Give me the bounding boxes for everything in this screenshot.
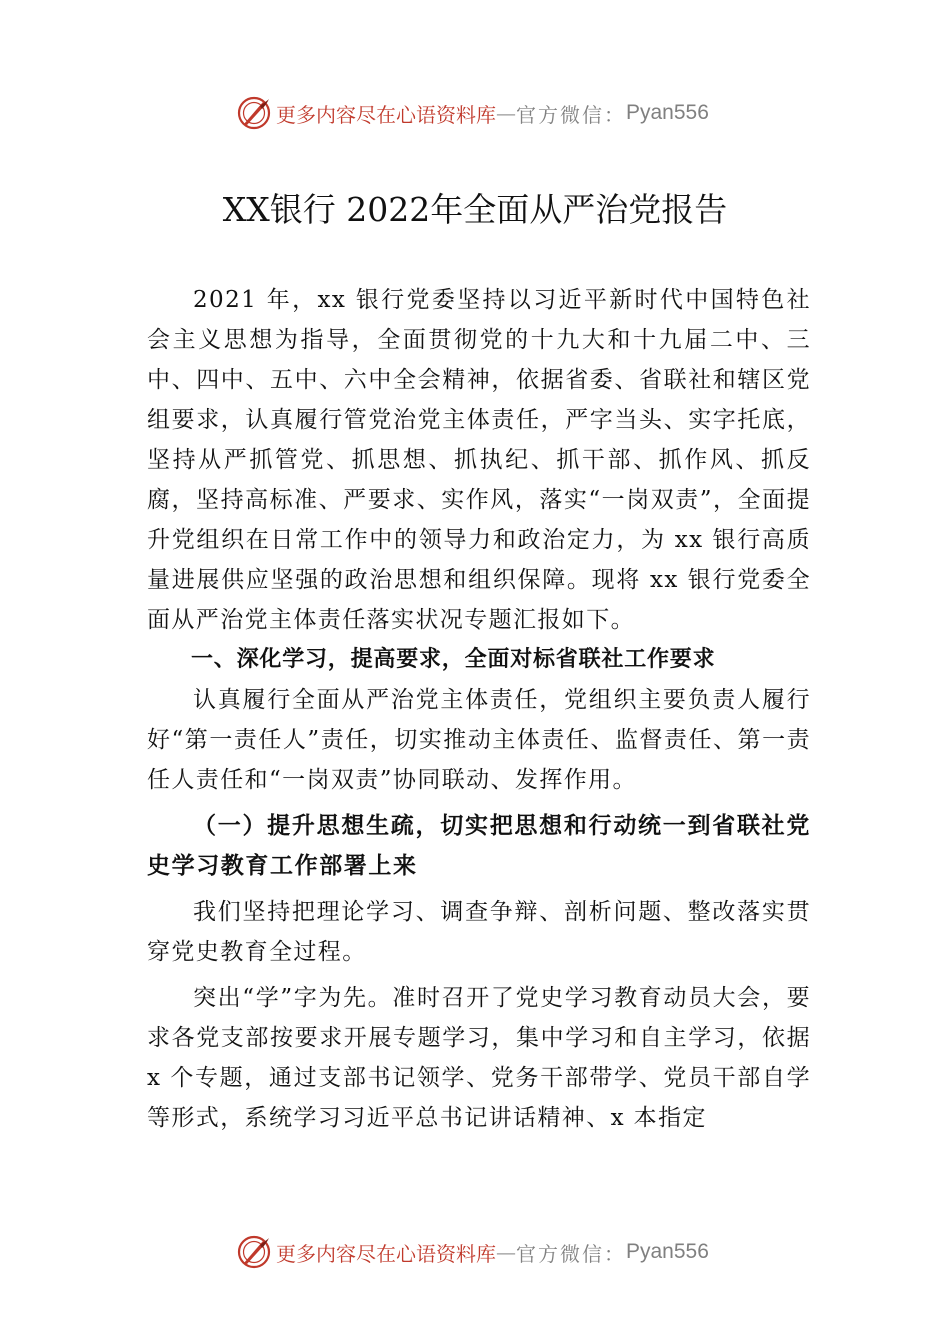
watermark-label: 官方微信： — [516, 1241, 626, 1266]
watermark-brand: 更多内容尽在心语资料库 — [276, 102, 496, 127]
watermark-wechat-id: Pyan556 — [626, 101, 709, 124]
quill-seal-icon — [236, 95, 272, 131]
watermark-label: 官方微信： — [516, 102, 626, 127]
footer-watermark — [236, 1232, 736, 1272]
section-heading-1: 一、深化学习，提高要求，全面对标省联社工作要求 — [191, 647, 716, 672]
document-title: XX银行 2022年全面从严治党报告 — [222, 190, 728, 229]
quill-seal-icon — [236, 1234, 272, 1270]
subsection-1-paragraph-2: 突出“学”字为先。准时召开了党史学习教育动员大会，要求各党支部按要求开展专题学习，集中学习和自主学习，依据 x 个专题，通过支部书记领学、党务干部带学、党员干部自学等形式，系统学习习近平总书记讲话精神、x 本指定 — [147, 985, 811, 1131]
watermark-brand: 更多内容尽在心语资料库 — [276, 1241, 496, 1266]
watermark-separator: — — [496, 101, 516, 125]
subsection-1-paragraph-1: 我们坚持把理论学习、调查争辩、剖析问题、整改落实贯穿党史教育全过程。 — [147, 899, 811, 965]
document-body — [147, 280, 811, 1138]
header-watermark — [236, 93, 736, 133]
section-1-paragraph: 认真履行全面从严治党主体责任，党组织主要负责人履行好“第一责任人”责任，切实推动主体责任、监督责任、第一责任人责任和“一岗双责”协同联动、发挥作用。 — [147, 687, 811, 793]
watermark-separator: — — [496, 1240, 516, 1264]
watermark-wechat-id: Pyan556 — [626, 1240, 709, 1263]
intro-paragraph: 2021 年，xx 银行党委坚持以习近平新时代中国特色社会主义思想为指导，全面贯彻党的十九大和十九届二中、三中、四中、五中、六中全会精神，依据省委、省联社和辖区党组要求，认真履行管党治党主体责任，严字当头、实字托底，坚持从严抓管党、抓思想、抓执纪、抓干部、抓作风、抓反腐，坚持高标准、严要求、实作风，落实“一岗双责”，全面提升党组织在日常工作中的领导力和政治定力，为 xx 银行高质量进展供应坚强的政治思想和组织保障。现将 xx 银行党委全面从严治党主体责任落实状况专题汇报如下。 — [147, 287, 811, 633]
subsection-heading-1: （一）提升思想生疏，切实把思想和行动统一到省联社党史学习教育工作部署上来 — [147, 812, 811, 879]
